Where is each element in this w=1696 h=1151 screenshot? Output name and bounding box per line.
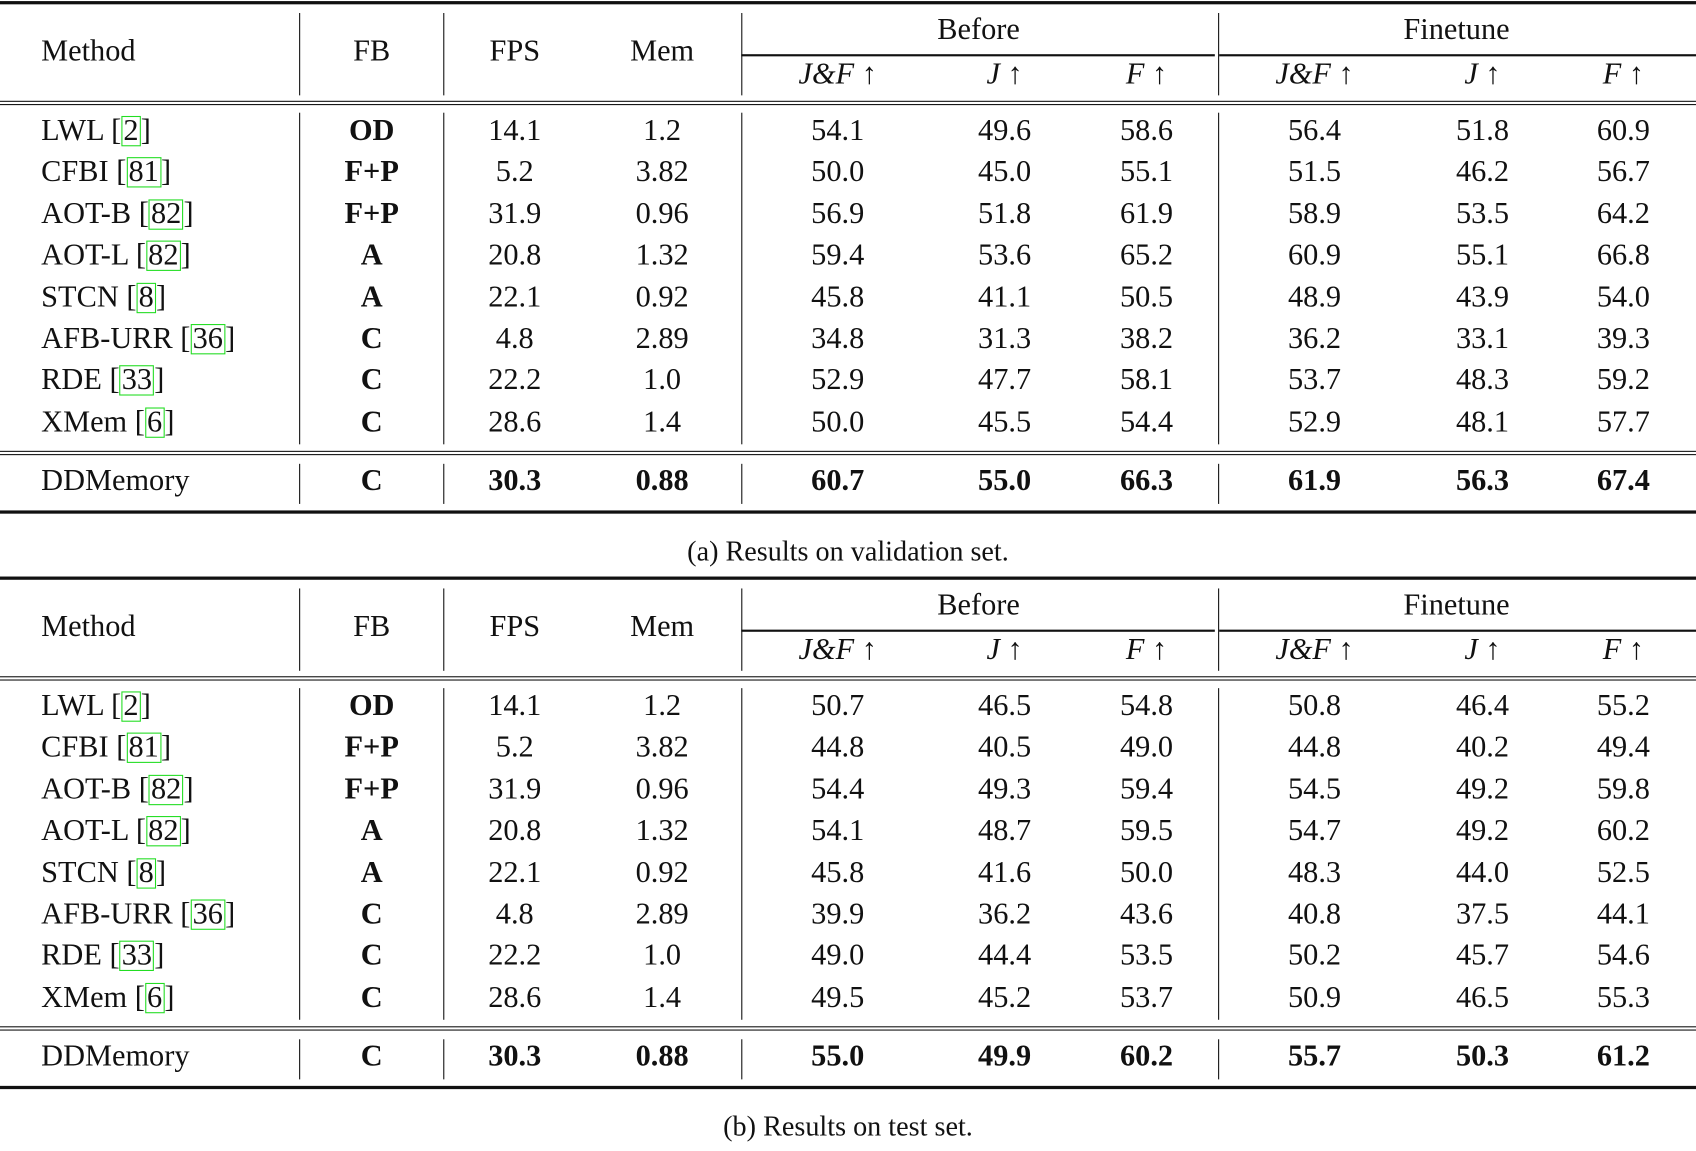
metric-cell: 59.4 bbox=[811, 238, 865, 273]
metric-cell: 50.5 bbox=[1120, 280, 1174, 314]
fps-cell: 28.6 bbox=[488, 980, 542, 1015]
metric-cell: 55.3 bbox=[1596, 980, 1650, 1015]
ours-metric: 60.7 bbox=[811, 463, 865, 498]
method-cell: AOT-B [82] bbox=[41, 772, 194, 807]
metric-cell: 54.4 bbox=[811, 772, 865, 807]
metric-cell: 49.2 bbox=[1455, 814, 1510, 848]
metric-cell: 52.9 bbox=[811, 363, 865, 398]
method-cell: AOT-B [82] bbox=[41, 197, 194, 231]
mem-cell: 1.2 bbox=[643, 689, 682, 723]
citation-link[interactable]: 36 bbox=[190, 899, 225, 929]
fb-cell: C bbox=[360, 321, 383, 356]
fb-cell: A bbox=[360, 280, 383, 314]
citation-link[interactable]: 81 bbox=[126, 158, 161, 188]
method-name: CFBI bbox=[41, 155, 109, 189]
citation-link[interactable]: 82 bbox=[146, 241, 181, 271]
mid-rule bbox=[0, 1030, 1696, 1031]
method-cell: AOT-L [82] bbox=[41, 814, 191, 848]
header-fb: FB bbox=[353, 34, 391, 69]
header-metric: F ↑ bbox=[1125, 632, 1168, 667]
column-divider bbox=[741, 588, 742, 670]
metric-cell: 53.7 bbox=[1287, 363, 1342, 398]
method-cell: RDE [33] bbox=[41, 938, 165, 973]
header-metric: J&F ↑ bbox=[798, 632, 877, 667]
mid-rule bbox=[0, 1026, 1696, 1027]
metric-cell: 60.2 bbox=[1596, 814, 1650, 848]
fps-cell: 5.2 bbox=[495, 730, 534, 765]
metric-cell: 49.5 bbox=[811, 980, 865, 1015]
header-fps: FPS bbox=[489, 34, 541, 69]
before-cmidrule bbox=[741, 630, 1215, 632]
metric-cell: 31.3 bbox=[978, 321, 1032, 356]
metric-cell: 44.8 bbox=[811, 730, 865, 765]
method-name: AOT-B bbox=[41, 772, 132, 807]
header-metric: J ↑ bbox=[986, 632, 1023, 667]
column-divider bbox=[443, 113, 444, 445]
metric-cell: 59.4 bbox=[1120, 772, 1174, 807]
metric-cell: 39.9 bbox=[811, 897, 865, 931]
ours-metric: 61.2 bbox=[1596, 1039, 1650, 1073]
metric-cell: 44.4 bbox=[978, 938, 1032, 973]
metric-cell: 40.8 bbox=[1287, 897, 1342, 931]
metric-cell: 54.5 bbox=[1287, 772, 1342, 807]
header-metric: J&F ↑ bbox=[798, 57, 877, 92]
before-cmidrule bbox=[741, 54, 1215, 56]
bottom-rule bbox=[0, 510, 1696, 513]
ours-metric: 60.2 bbox=[1120, 1039, 1174, 1073]
method-name: XMem bbox=[41, 405, 128, 439]
method-name: LWL bbox=[41, 689, 104, 723]
fb-cell: A bbox=[360, 814, 383, 848]
column-divider bbox=[443, 13, 444, 95]
ours-metric: 55.0 bbox=[811, 1039, 865, 1073]
metric-cell: 41.1 bbox=[978, 280, 1032, 314]
fb-cell: OD bbox=[348, 113, 395, 148]
metric-cell: 54.4 bbox=[1120, 405, 1174, 439]
metric-cell: 51.5 bbox=[1287, 155, 1342, 189]
finetune-cmidrule bbox=[1219, 630, 1696, 632]
fps-cell: 4.8 bbox=[495, 897, 534, 931]
mem-cell: 0.92 bbox=[635, 855, 689, 890]
ours-fb: C bbox=[360, 463, 383, 498]
header-metric: J ↑ bbox=[1464, 632, 1501, 667]
column-divider bbox=[299, 688, 300, 1020]
metric-cell: 48.3 bbox=[1455, 363, 1510, 398]
metric-cell: 54.0 bbox=[1596, 280, 1650, 314]
metric-cell: 53.6 bbox=[978, 238, 1032, 273]
method-name: LWL bbox=[41, 113, 104, 148]
fps-cell: 4.8 bbox=[495, 321, 534, 356]
metric-cell: 48.1 bbox=[1455, 405, 1510, 439]
method-cell: AFB-URR [36] bbox=[41, 897, 236, 931]
method-cell: LWL [2] bbox=[41, 689, 151, 723]
metric-cell: 56.7 bbox=[1596, 155, 1650, 189]
ours-mem: 0.88 bbox=[635, 463, 689, 498]
citation-link[interactable]: 33 bbox=[120, 366, 155, 396]
method-name: AOT-L bbox=[41, 238, 129, 273]
metric-cell: 47.7 bbox=[978, 363, 1032, 398]
citation-link[interactable]: 33 bbox=[120, 941, 155, 971]
method-name: AFB-URR bbox=[41, 897, 173, 931]
column-divider bbox=[741, 113, 742, 445]
citation-link[interactable]: 6 bbox=[145, 983, 165, 1013]
header-fb: FB bbox=[353, 610, 391, 644]
column-divider bbox=[741, 464, 742, 504]
bottom-rule bbox=[0, 1086, 1696, 1089]
method-name: XMem bbox=[41, 980, 128, 1015]
metric-cell: 49.3 bbox=[978, 772, 1032, 807]
mem-cell: 0.92 bbox=[635, 280, 689, 314]
metric-cell: 46.2 bbox=[1455, 155, 1510, 189]
metric-cell: 48.9 bbox=[1287, 280, 1342, 314]
mem-cell: 1.0 bbox=[643, 938, 682, 973]
ours-fps: 30.3 bbox=[488, 463, 542, 498]
results-table-validation bbox=[0, 0, 1696, 575]
header-fps: FPS bbox=[489, 610, 541, 644]
column-divider bbox=[1218, 113, 1219, 445]
column-divider bbox=[443, 464, 444, 504]
ours-fb: C bbox=[360, 1039, 383, 1073]
header-metric: J ↑ bbox=[986, 57, 1023, 92]
column-divider bbox=[299, 13, 300, 95]
metric-cell: 54.6 bbox=[1596, 938, 1650, 973]
mid-rule bbox=[0, 454, 1696, 455]
table-caption: (b) Results on test set. bbox=[723, 1110, 973, 1143]
metric-cell: 55.1 bbox=[1120, 155, 1174, 189]
mem-cell: 1.4 bbox=[643, 980, 682, 1015]
metric-cell: 52.9 bbox=[1287, 405, 1342, 439]
metric-cell: 41.6 bbox=[978, 855, 1032, 890]
mem-cell: 1.32 bbox=[635, 238, 689, 273]
fps-cell: 20.8 bbox=[488, 238, 542, 273]
fps-cell: 5.2 bbox=[495, 155, 534, 189]
fps-cell: 22.1 bbox=[488, 280, 542, 314]
fb-cell: A bbox=[360, 855, 383, 890]
column-divider bbox=[741, 1039, 742, 1079]
header-rule bbox=[0, 679, 1696, 680]
metric-cell: 45.5 bbox=[978, 405, 1032, 439]
ours-metric: 55.0 bbox=[978, 463, 1032, 498]
ours-metric: 66.3 bbox=[1120, 463, 1174, 498]
header-metric: J&F ↑ bbox=[1275, 57, 1354, 92]
metric-cell: 58.9 bbox=[1287, 197, 1342, 231]
metric-cell: 58.6 bbox=[1120, 113, 1174, 148]
header-method: Method bbox=[41, 610, 136, 644]
metric-cell: 50.0 bbox=[811, 405, 865, 439]
metric-cell: 50.0 bbox=[811, 155, 865, 189]
top-rule bbox=[0, 577, 1696, 580]
method-cell: AFB-URR [36] bbox=[41, 321, 236, 356]
metric-cell: 56.4 bbox=[1287, 113, 1342, 148]
column-divider bbox=[1218, 464, 1219, 504]
mem-cell: 0.96 bbox=[635, 772, 689, 807]
method-name: AOT-L bbox=[41, 814, 129, 848]
metric-cell: 53.7 bbox=[1120, 980, 1174, 1015]
metric-cell: 65.2 bbox=[1120, 238, 1174, 273]
fps-cell: 31.9 bbox=[488, 772, 542, 807]
ours-fps: 30.3 bbox=[488, 1039, 542, 1073]
metric-cell: 45.2 bbox=[978, 980, 1032, 1015]
metric-cell: 43.9 bbox=[1455, 280, 1510, 314]
mem-cell: 0.96 bbox=[635, 197, 689, 231]
metric-cell: 40.5 bbox=[978, 730, 1032, 765]
ours-method: DDMemory bbox=[41, 1039, 190, 1073]
method-cell: CFBI [81] bbox=[41, 730, 172, 765]
metric-cell: 40.2 bbox=[1455, 730, 1510, 765]
citation-link[interactable]: 36 bbox=[190, 324, 225, 354]
column-divider bbox=[1218, 688, 1219, 1020]
metric-cell: 60.9 bbox=[1287, 238, 1342, 273]
ours-metric: 50.3 bbox=[1455, 1039, 1510, 1073]
citation-link[interactable]: 8 bbox=[136, 858, 156, 888]
metric-cell: 52.5 bbox=[1596, 855, 1650, 890]
metric-cell: 58.1 bbox=[1120, 363, 1174, 398]
method-cell: CFBI [81] bbox=[41, 155, 172, 189]
column-divider bbox=[299, 588, 300, 670]
method-name: STCN bbox=[41, 280, 119, 314]
metric-cell: 44.8 bbox=[1287, 730, 1342, 765]
fb-cell: A bbox=[360, 238, 383, 273]
citation-link[interactable]: 82 bbox=[146, 816, 181, 846]
header-mem: Mem bbox=[630, 610, 695, 644]
fps-cell: 20.8 bbox=[488, 814, 542, 848]
table-caption: (a) Results on validation set. bbox=[687, 535, 1009, 567]
header-rule bbox=[0, 676, 1696, 677]
metric-cell: 49.0 bbox=[811, 938, 865, 973]
metric-cell: 51.8 bbox=[1455, 113, 1510, 148]
header-finetune: Finetune bbox=[1403, 588, 1510, 623]
metric-cell: 39.3 bbox=[1596, 321, 1650, 356]
fb-cell: C bbox=[360, 897, 383, 931]
metric-cell: 38.2 bbox=[1120, 321, 1174, 356]
metric-cell: 57.7 bbox=[1596, 405, 1650, 439]
mem-cell: 2.89 bbox=[635, 897, 689, 931]
fb-cell: C bbox=[360, 980, 383, 1015]
fps-cell: 28.6 bbox=[488, 405, 542, 439]
header-finetune: Finetune bbox=[1403, 13, 1510, 47]
metric-cell: 46.4 bbox=[1455, 689, 1510, 723]
metric-cell: 66.8 bbox=[1596, 238, 1650, 273]
metric-cell: 45.8 bbox=[811, 855, 865, 890]
method-cell: RDE [33] bbox=[41, 363, 165, 398]
method-cell: XMem [6] bbox=[41, 980, 175, 1015]
method-name: RDE bbox=[41, 938, 102, 973]
metric-cell: 50.9 bbox=[1287, 980, 1342, 1015]
method-cell: STCN [8] bbox=[41, 280, 167, 314]
fps-cell: 22.2 bbox=[488, 363, 542, 398]
ours-metric: 55.7 bbox=[1287, 1039, 1342, 1073]
metric-cell: 49.2 bbox=[1455, 772, 1510, 807]
method-cell: XMem [6] bbox=[41, 405, 175, 439]
mem-cell: 1.0 bbox=[643, 363, 682, 398]
metric-cell: 53.5 bbox=[1455, 197, 1510, 231]
header-metric: F ↑ bbox=[1602, 57, 1645, 92]
fb-cell: C bbox=[360, 363, 383, 398]
metric-cell: 55.1 bbox=[1455, 238, 1510, 273]
header-rule bbox=[0, 104, 1696, 105]
citation-link[interactable]: 82 bbox=[149, 199, 184, 229]
fb-cell: F+P bbox=[344, 730, 399, 765]
metric-cell: 48.7 bbox=[978, 814, 1032, 848]
ours-metric: 56.3 bbox=[1455, 463, 1510, 498]
metric-cell: 49.4 bbox=[1596, 730, 1650, 765]
metric-cell: 60.9 bbox=[1596, 113, 1650, 148]
header-rule bbox=[0, 101, 1696, 102]
metric-cell: 34.8 bbox=[811, 321, 865, 356]
header-metric: J ↑ bbox=[1464, 57, 1501, 92]
header-metric: F ↑ bbox=[1602, 632, 1645, 667]
metric-cell: 59.8 bbox=[1596, 772, 1650, 807]
metric-cell: 45.7 bbox=[1455, 938, 1510, 973]
method-name: AOT-B bbox=[41, 197, 132, 231]
method-cell: LWL [2] bbox=[41, 113, 151, 148]
column-divider bbox=[443, 588, 444, 670]
mem-cell: 1.32 bbox=[635, 814, 689, 848]
column-divider bbox=[443, 1039, 444, 1079]
method-cell: AOT-L [82] bbox=[41, 238, 191, 273]
metric-cell: 64.2 bbox=[1596, 197, 1650, 231]
column-divider bbox=[299, 113, 300, 445]
fb-cell: C bbox=[360, 405, 383, 439]
metric-cell: 36.2 bbox=[1287, 321, 1342, 356]
citation-link[interactable]: 81 bbox=[126, 733, 161, 763]
metric-cell: 37.5 bbox=[1455, 897, 1510, 931]
fps-cell: 14.1 bbox=[488, 113, 542, 148]
citation-link[interactable]: 8 bbox=[136, 282, 156, 312]
header-before: Before bbox=[937, 13, 1020, 47]
column-divider bbox=[1218, 13, 1219, 95]
ours-metric: 49.9 bbox=[978, 1039, 1032, 1073]
metric-cell: 59.5 bbox=[1120, 814, 1174, 848]
column-divider bbox=[741, 688, 742, 1020]
method-name: AFB-URR bbox=[41, 321, 173, 356]
fb-cell: F+P bbox=[344, 197, 399, 231]
metric-cell: 33.1 bbox=[1455, 321, 1510, 356]
mem-cell: 2.89 bbox=[635, 321, 689, 356]
mem-cell: 1.4 bbox=[643, 405, 682, 439]
method-name: CFBI bbox=[41, 730, 109, 765]
metric-cell: 43.6 bbox=[1120, 897, 1174, 931]
method-cell: STCN [8] bbox=[41, 855, 167, 890]
metric-cell: 56.9 bbox=[811, 197, 865, 231]
fps-cell: 31.9 bbox=[488, 197, 542, 231]
fb-cell: OD bbox=[348, 689, 395, 723]
metric-cell: 55.2 bbox=[1596, 689, 1650, 723]
metric-cell: 50.8 bbox=[1287, 689, 1342, 723]
metric-cell: 54.1 bbox=[811, 814, 865, 848]
column-divider bbox=[299, 1039, 300, 1079]
metric-cell: 45.8 bbox=[811, 280, 865, 314]
metric-cell: 46.5 bbox=[978, 689, 1032, 723]
header-metric: J&F ↑ bbox=[1275, 632, 1354, 667]
metric-cell: 59.2 bbox=[1596, 363, 1650, 398]
mem-cell: 3.82 bbox=[635, 730, 689, 765]
metric-cell: 54.7 bbox=[1287, 814, 1342, 848]
fb-cell: C bbox=[360, 938, 383, 973]
column-divider bbox=[299, 464, 300, 504]
header-metric: F ↑ bbox=[1125, 57, 1168, 92]
citation-link[interactable]: 2 bbox=[121, 116, 141, 146]
header-before: Before bbox=[937, 588, 1020, 623]
top-rule bbox=[0, 1, 1696, 4]
fb-cell: F+P bbox=[344, 772, 399, 807]
mem-cell: 1.2 bbox=[643, 113, 682, 148]
citation-link[interactable]: 82 bbox=[149, 775, 184, 805]
column-divider bbox=[741, 13, 742, 95]
column-divider bbox=[1218, 1039, 1219, 1079]
finetune-cmidrule bbox=[1219, 54, 1696, 56]
header-mem: Mem bbox=[630, 34, 695, 69]
method-name: RDE bbox=[41, 363, 102, 398]
metric-cell: 49.6 bbox=[978, 113, 1032, 148]
header-method: Method bbox=[41, 34, 136, 69]
metric-cell: 48.3 bbox=[1287, 855, 1342, 890]
ours-metric: 61.9 bbox=[1287, 463, 1342, 498]
metric-cell: 61.9 bbox=[1120, 197, 1174, 231]
metric-cell: 49.0 bbox=[1120, 730, 1174, 765]
method-name: STCN bbox=[41, 855, 119, 890]
metric-cell: 50.2 bbox=[1287, 938, 1342, 973]
metric-cell: 54.1 bbox=[811, 113, 865, 148]
fps-cell: 22.1 bbox=[488, 855, 542, 890]
fps-cell: 22.2 bbox=[488, 938, 542, 973]
mid-rule bbox=[0, 451, 1696, 452]
fb-cell: F+P bbox=[344, 155, 399, 189]
metric-cell: 44.0 bbox=[1455, 855, 1510, 890]
column-divider bbox=[1218, 588, 1219, 670]
metric-cell: 54.8 bbox=[1120, 689, 1174, 723]
metric-cell: 51.8 bbox=[978, 197, 1032, 231]
ours-metric: 67.4 bbox=[1596, 463, 1650, 498]
metric-cell: 53.5 bbox=[1120, 938, 1174, 973]
ours-mem: 0.88 bbox=[635, 1039, 689, 1073]
column-divider bbox=[443, 688, 444, 1020]
metric-cell: 45.0 bbox=[978, 155, 1032, 189]
mem-cell: 3.82 bbox=[635, 155, 689, 189]
metric-cell: 36.2 bbox=[978, 897, 1032, 931]
metric-cell: 44.1 bbox=[1596, 897, 1650, 931]
metric-cell: 50.7 bbox=[811, 689, 865, 723]
citation-link[interactable]: 6 bbox=[145, 407, 165, 437]
citation-link[interactable]: 2 bbox=[121, 691, 141, 721]
ours-method: DDMemory bbox=[41, 463, 190, 498]
results-table-test bbox=[0, 575, 1696, 1150]
metric-cell: 50.0 bbox=[1120, 855, 1174, 890]
fps-cell: 14.1 bbox=[488, 689, 542, 723]
metric-cell: 46.5 bbox=[1455, 980, 1510, 1015]
